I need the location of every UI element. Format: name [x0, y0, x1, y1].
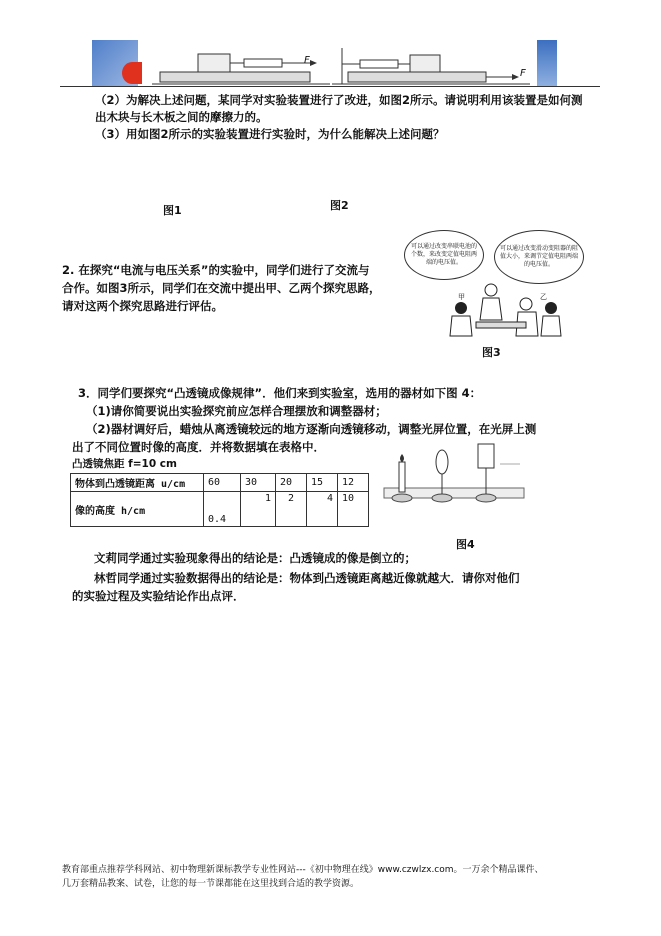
label-yi: 乙 [540, 293, 547, 301]
q3-line-2: （1)请你简要说出实验探究前应怎样合理摆放和调整器材； [86, 404, 387, 418]
table-cell: 0.4 [204, 492, 241, 527]
table-cell: 30 [241, 474, 276, 492]
focal-length: 凸透镜焦距 f=10 cm [72, 458, 177, 470]
figure-1-caption: 图1 [163, 204, 182, 217]
q3-line-4: 出了不同位置时像的高度．并将数据填在表格中． [72, 440, 325, 454]
table-row [71, 492, 369, 527]
photo-edge-accent [122, 62, 142, 84]
force-label-1: F [304, 55, 310, 66]
speech-bubble-jia: 可以通过改变串联电池的个数，来改变定值电阻两端的电压值。 [404, 230, 484, 280]
q2-line-2: 出木块与长木板之间的摩擦力的。 [95, 110, 268, 124]
speech-bubble-yi: 可以通过改变滑动变阻器的阻值大小，来调节定值电阻两端的电压值。 [494, 230, 584, 284]
table-cell: 15 [307, 474, 338, 492]
q3-line-1: 3．同学们要探究“凸透镜成像规律”．他们来到实验室，选用的器材如下图 4： [78, 386, 482, 400]
force-label-2: F [520, 68, 526, 79]
footer-line-2: 几万套精品教案、试卷，让您的每一节课都能在这里找到合适的教学资源。 [62, 879, 360, 889]
figure-4-caption: 图4 [456, 538, 475, 551]
label-jia: 甲 [458, 293, 465, 301]
figure-2-caption: 图2 [330, 199, 349, 212]
figure-4-lens-bench [380, 440, 530, 510]
students-illustration [446, 278, 566, 338]
q2-paragraph-line-1: 2. 在探究“电流与电压关系”的实验中，同学们进行了交流与 [62, 263, 370, 277]
table-cell: 10 [338, 492, 369, 527]
lens-data-table [70, 473, 369, 527]
q2-paragraph-line-2: 合作。如图3所示，同学们在交流中提出甲、乙两个探究思路， [62, 281, 381, 295]
conclusion-linzhe-line-2: 的实验过程及实验结论作出点评． [72, 589, 245, 603]
q2-paragraph-line-3: 请对这两个探究思路进行评估。 [62, 299, 223, 313]
photo-edge-right [537, 40, 557, 86]
table-cell: 4 [307, 492, 338, 527]
table-cell: 60 [204, 474, 241, 492]
q3-text: （3）用如图2所示的实验装置进行实验时，为什么能解决上述问题？ [95, 127, 445, 141]
table-cell: 1 [241, 492, 276, 527]
figure-3-caption: 图3 [482, 346, 501, 359]
top-rule [60, 86, 600, 87]
figure-strip [92, 40, 557, 88]
conclusion-wenli: 文莉同学通过实验现象得出的结论是：凸透镜成的像是倒立的； [94, 551, 416, 565]
row-label-distance: 物体到凸透镜距离 u/cm [71, 474, 204, 492]
footer-line-1: 教育部重点推荐学科网站、初中物理新课标教学专业性网站---《初中物理在线》www.czwlzx.com。一万余个精品课件、 [62, 865, 544, 875]
row-label-height: 像的高度 h/cm [71, 492, 204, 527]
table-cell: 2 [276, 492, 307, 527]
table-cell: 20 [276, 474, 307, 492]
q2-line-1: （2）为解决上述问题，某同学对实验装置进行了改进，如图2所示。请说明利用该装置是如何测 [95, 93, 583, 107]
conclusion-linzhe-line-1: 林哲同学通过实验数据得出的结论是：物体到凸透镜距离越近像就越大．请你对他们 [94, 571, 520, 585]
table-row [71, 474, 369, 492]
q3-line-3: （2)器材调好后，蜡烛从离透镜较远的地方逐渐向透镜移动，调整光屏位置，在光屏上测 [86, 422, 537, 436]
figure-3 [396, 230, 606, 340]
table-cell: 12 [338, 474, 369, 492]
figure-2-apparatus [332, 44, 532, 86]
